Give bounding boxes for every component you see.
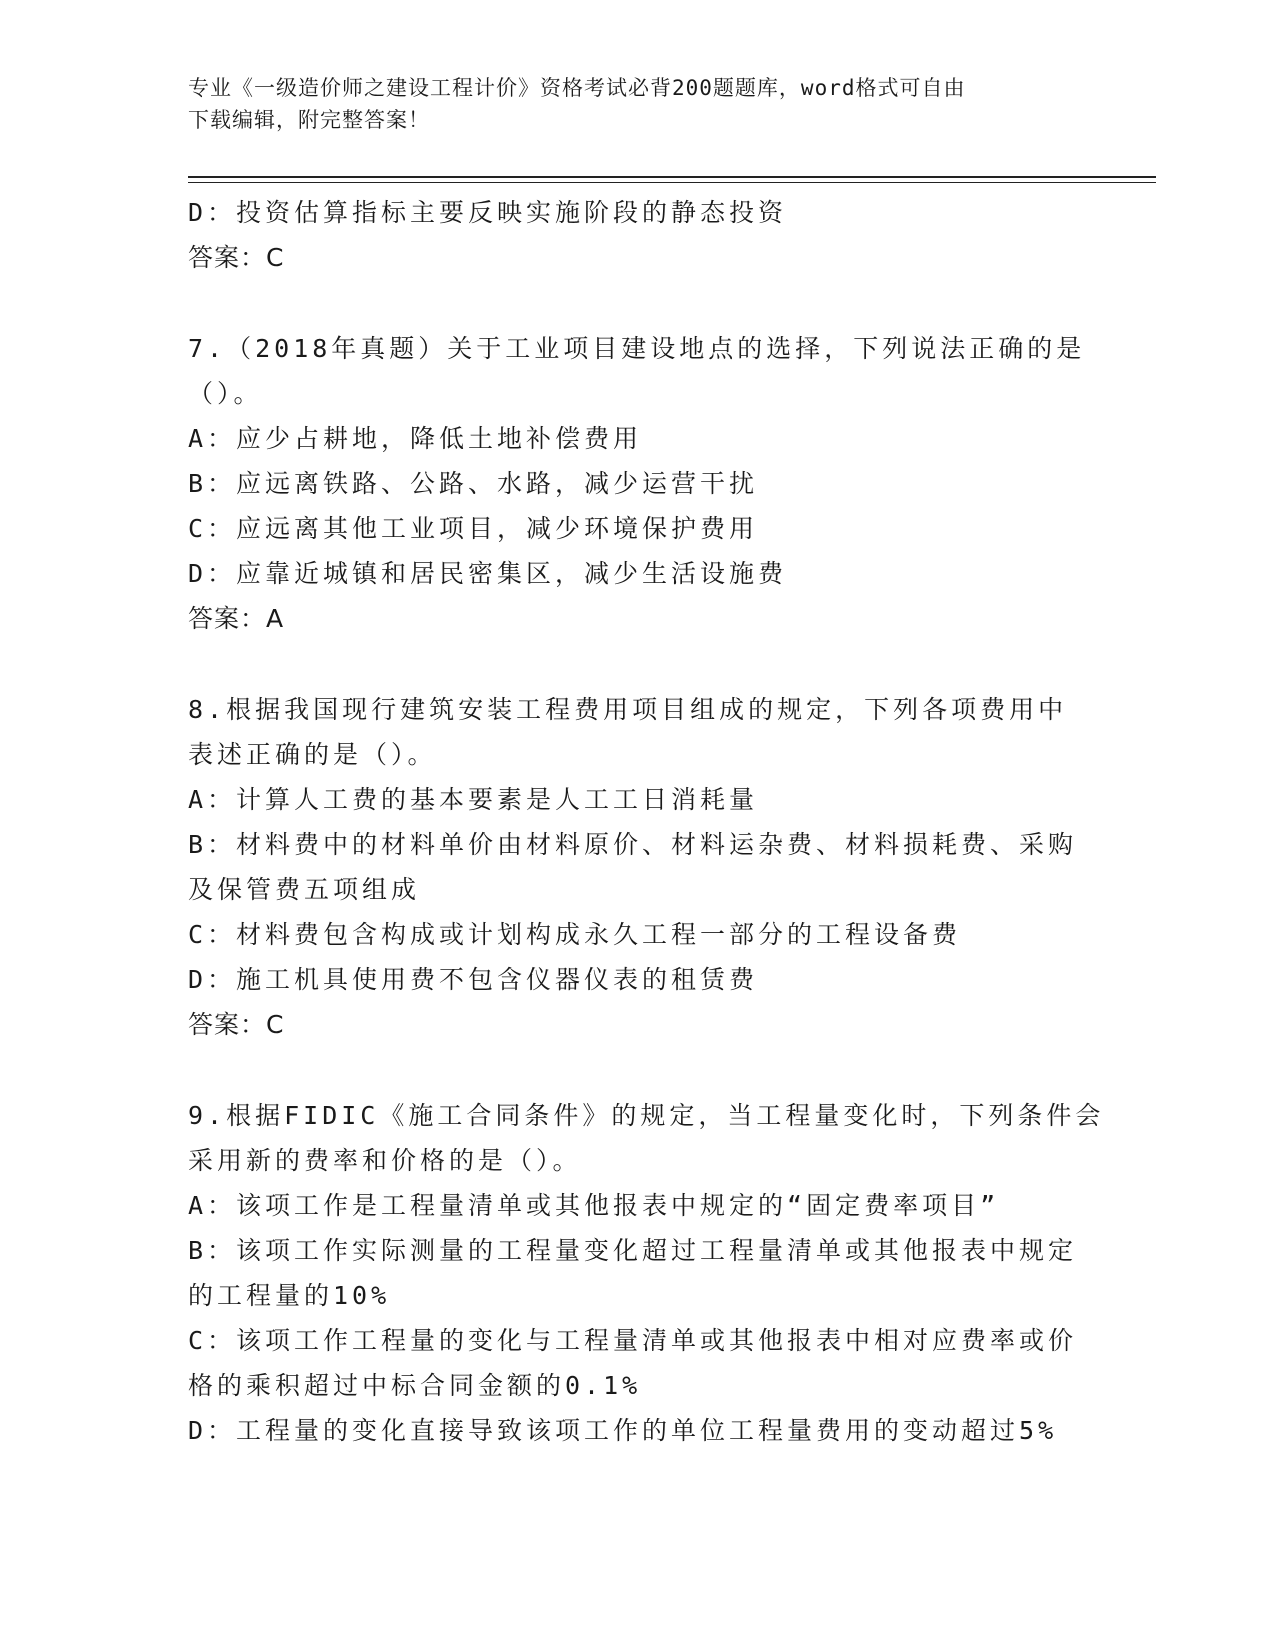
prev-answer: 答案：C: [188, 243, 285, 272]
option-line: D：应靠近城镇和居民密集区，减少生活设施费: [188, 559, 788, 588]
question-stem-line: 9.根据FIDIC《施工合同条件》的规定，当工程量变化时，下列条件会: [188, 1101, 1105, 1130]
question-stem-line: 7.（2018年真题）关于工业项目建设地点的选择，下列说法正确的是: [188, 334, 1086, 363]
question-stem-line: （）。: [188, 379, 263, 408]
option-line: A：计算人工费的基本要素是人工工日消耗量: [188, 785, 759, 814]
prev-option-d: D：投资估算指标主要反映实施阶段的静态投资: [188, 198, 788, 227]
option-line: D：施工机具使用费不包含仪器仪表的租赁费: [188, 965, 759, 994]
question-list: [188, 326, 1105, 1453]
question-block: [188, 326, 1088, 641]
question-stem-line: 8.根据我国现行建筑安装工程费用项目组成的规定，下列各项费用中: [188, 695, 1068, 724]
option-line: A：应少占耕地，降低土地补偿费用: [188, 424, 643, 453]
option-line: A：该项工作是工程量清单或其他报表中规定的“固定费率项目”: [188, 1191, 1000, 1220]
header-rule-thick: [188, 176, 1156, 178]
question-block: [188, 687, 1088, 1047]
option-line: C：该项工作工程量的变化与工程量清单或其他报表中相对应费率或价: [188, 1326, 1078, 1355]
header-line-1: 专业《一级造价师之建设工程计价》资格考试必背200题题库，word格式可自由: [188, 76, 966, 100]
option-line: 及保管费五项组成: [188, 875, 421, 904]
answer-line: 答案：A: [188, 604, 285, 633]
option-line: B：该项工作实际测量的工程量变化超过工程量清单或其他报表中规定: [188, 1236, 1078, 1265]
document-body: [188, 190, 1105, 1453]
question-stem-line: 表述正确的是（）。: [188, 740, 437, 769]
question-stem-line: 采用新的费率和价格的是（）。: [188, 1146, 582, 1175]
header-line-2: 下载编辑，附完整答案！: [188, 108, 430, 132]
option-line: C：应远离其他工业项目，减少环境保护费用: [188, 514, 759, 543]
option-line: C：材料费包含构成或计划构成永久工程一部分的工程设备费: [188, 920, 962, 949]
question-block: [188, 1093, 1105, 1453]
header-rule-thin: [188, 182, 1156, 183]
page-header: [188, 72, 1088, 136]
option-line: 的工程量的10%: [188, 1281, 391, 1310]
option-line: D：工程量的变化直接导致该项工作的单位工程量费用的变动超过5%: [188, 1416, 1058, 1445]
option-line: B：应远离铁路、公路、水路，减少运营干扰: [188, 469, 759, 498]
option-line: B：材料费中的材料单价由材料原价、材料运杂费、材料损耗费、采购: [188, 830, 1078, 859]
option-line: 格的乘积超过中标合同金额的0.1%: [188, 1371, 642, 1400]
answer-line: 答案：C: [188, 1010, 285, 1039]
